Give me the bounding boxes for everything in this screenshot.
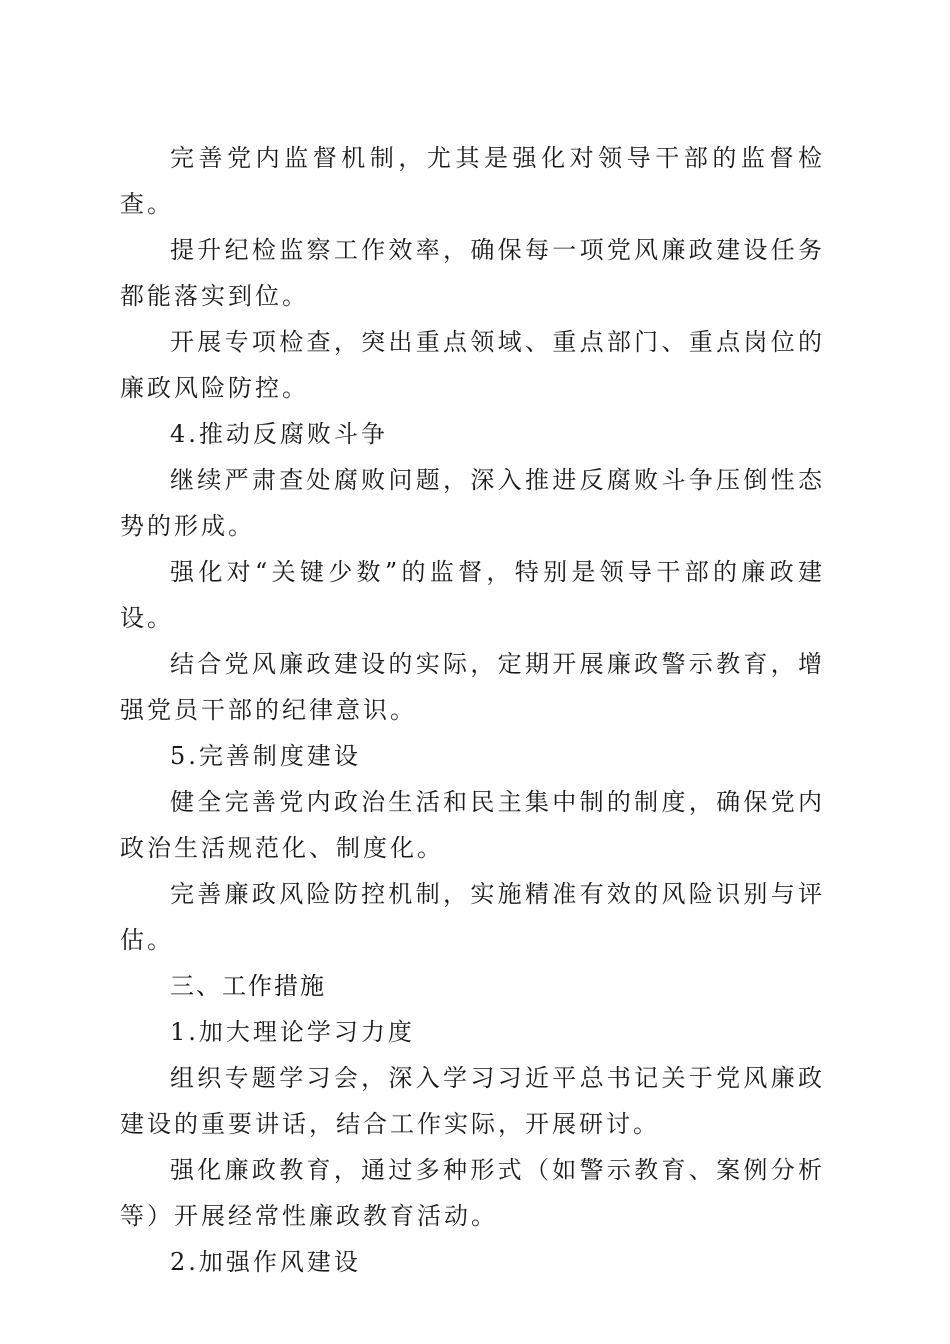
- section-heading-measures: 三、工作措施: [170, 972, 326, 1000]
- paragraph-political-life: 健全完善党内政治生活和民主集中制的制度，确保党内政治生活规范化、制度化。: [120, 788, 825, 862]
- paragraph-integrity-education: 强化廉政教育，通过多种形式（如警示教育、案例分析等）开展经常性廉政教育活动。: [120, 1156, 825, 1230]
- paragraph-risk-prevention: 完善廉政风险防控机制，实施精准有效的风险识别与评估。: [120, 880, 825, 954]
- paragraph-investigate-corruption: 继续严肃查处腐败问题，深入推进反腐败斗争压倒性态势的形成。: [120, 466, 825, 540]
- subheading-system-building: 5.完善制度建设: [170, 742, 361, 770]
- paragraph-supervision-mechanism: 完善党内监督机制，尤其是强化对领导干部的监督检查。: [120, 144, 825, 218]
- paragraph-warning-education: 结合党风廉政建设的实际，定期开展廉政警示教育，增强党员干部的纪律意识。: [120, 650, 825, 724]
- paragraph-special-inspection: 开展专项检查，突出重点领域、重点部门、重点岗位的廉政风险防控。: [120, 328, 825, 402]
- paragraph-discipline-efficiency: 提升纪检监察工作效率，确保每一项党风廉政建设任务都能落实到位。: [120, 236, 825, 310]
- subheading-anti-corruption: 4.推动反腐败斗争: [170, 420, 388, 448]
- paragraph-study-session: 组织专题学习会，深入学习习近平总书记关于党风廉政建设的重要讲话，结合工作实际，开展研讨。: [120, 1064, 825, 1138]
- subheading-theory-study: 1.加大理论学习力度: [170, 1018, 415, 1046]
- subheading-work-style: 2.加强作风建设: [170, 1248, 361, 1276]
- paragraph-key-minority: 强化对“关键少数”的监督，特别是领导干部的廉政建设。: [120, 558, 825, 632]
- document-body: [120, 135, 825, 1285]
